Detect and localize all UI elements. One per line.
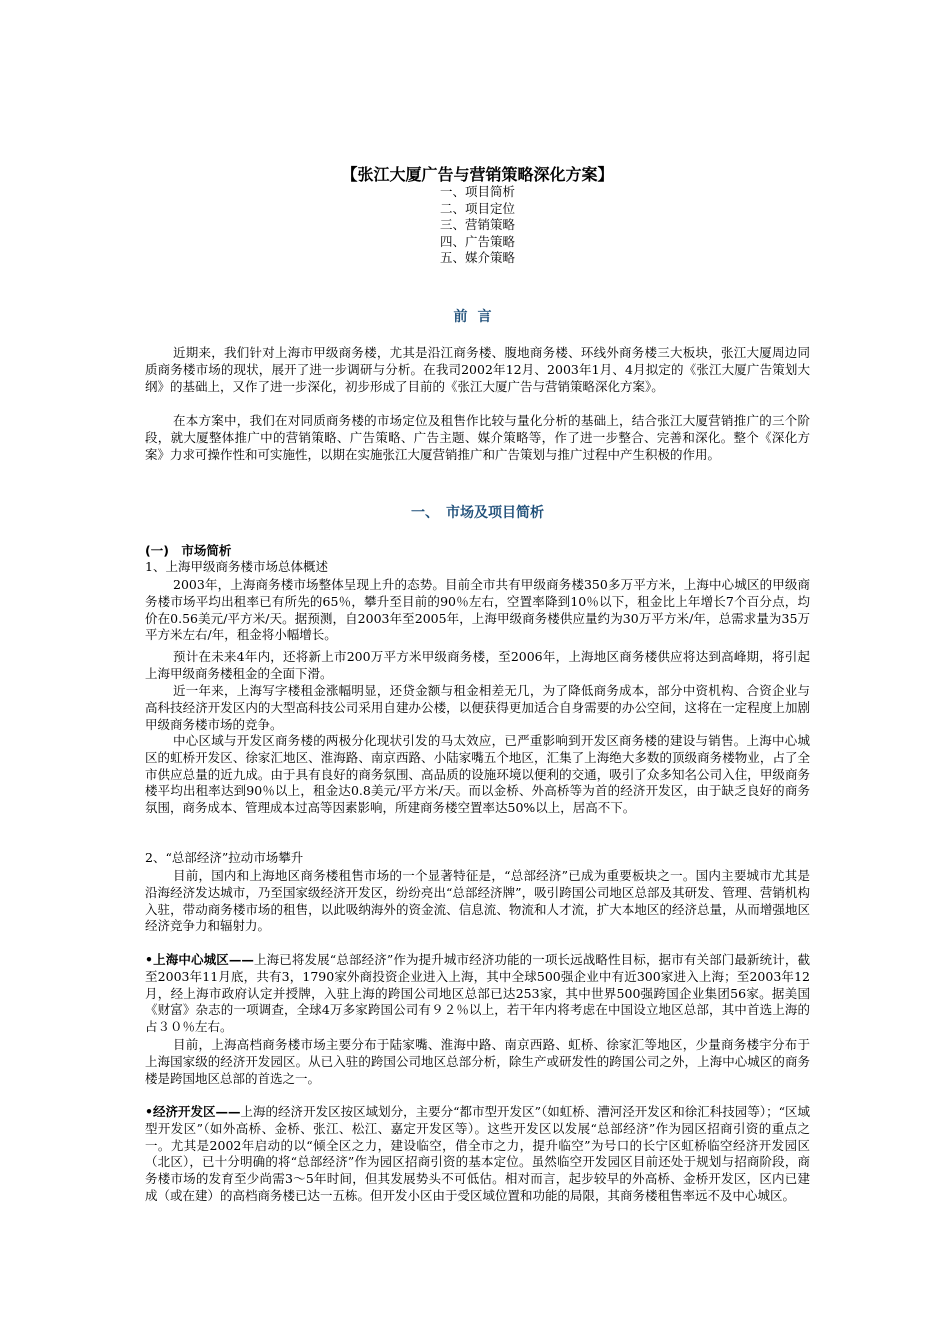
toc-item: 五、媒介策略 — [439, 250, 515, 265]
shanghai-center-label: •上海中心城区—— — [145, 952, 254, 967]
preface-paragraph-2: 在本方案中，我们在对同质商务楼的市场定位及租售作比较与量化分析的基础上，结合张江大厦营销推广的三个阶段，就大厦整体推广中的营销策略、广告策略、广告主题、媒介策略等，作了进一步整合、完善和深化。整个《深化方案》力求可操作性和可实施性，以期在实施张江大厦营销推广和广告策划与推广过程中产生积极的作用。 — [145, 413, 810, 462]
shanghai-center-paragraph — [145, 952, 810, 1036]
development-zone-text: 上海的经济开发区按区域划分，主要分“都市型开发区”（如虹桥、漕河泾开发区和徐汇科技园等）；“区域型开发区”（如外高桥、金桥、张江、松江、嘉定开发区等）。这些开发区以发展“总部经济”作为园区招商引资的重点之一。尤其是2002年启动的以“倾全区之力，建设临空，借全市之力，提升临空”为号口的长宁区虹桥临空经济开发园区（北区），已十分明确的将“总部经济”作为园区招商引资的基本定位。虽然临空开发园区目前还处于规划与招商阶段，商务楼市场的发育至少尚需3～5年时间，但其发展势头不可低估。相对而言，起步较早的外高桥、金桥开发区，区内已建成（或在建）的高档商务楼已达一五栋。但开发小区由于受区域位置和功能的局限，其商务楼租售率远不及中心城区。 — [145, 1104, 810, 1203]
item-2-title: 2、“总部经济”拉动市场攀升 — [145, 850, 304, 865]
preface-paragraph-1: 近期来，我们针对上海市甲级商务楼，尤其是沿江商务楼、腹地商务楼、环线外商务楼三大板块，张江大厦周边同质商务楼市场的现状，展开了进一步调研与分析。在我司2002年12月、2003年1月、4月拟定的《张江大厦广告策划大纲》的基础上，又作了进一步深化，初步形成了目前的《张江大厦广告与营销策略深化方案》。 — [145, 345, 810, 394]
shanghai-center-paragraph-2: 目前，上海高档商务楼市场主要分布于陆家嘴、淮海中路、南京西路、虹桥、徐家汇等地区，少量商务楼宇分布于上海国家级的经济开发园区。从已入驻的跨国公司地区总部分析，除生产或研发性的跨国公司之外，上海中心城区的商务楼是跨国地区总部的首选之一。 — [145, 1037, 810, 1086]
subsection-heading: (一) 市场简析 — [145, 543, 232, 558]
item-1-paragraph-3: 近一年来，上海写字楼租金涨幅明显，还贷金额与租金相差无几，为了降低商务成本，部分中资机构、合资企业与高科技经济开发区内的大型高科技公司采用自建办公楼，以便获得更加适合自身需要的办公空间，这将在一定程度上加剧甲级商务楼市场的竞争。 — [145, 683, 810, 732]
toc-item: 一、项目简析 — [439, 184, 515, 199]
section-1-heading: 一、 市场及项目简析 — [411, 505, 544, 521]
development-zone-label: •经济开发区—— — [145, 1104, 241, 1119]
item-1-paragraph-1: 2003年，上海商务楼市场整体呈现上升的态势。目前全市共有甲级商务楼350多万平方米，上海中心城区的甲级商务楼市场平均出租率已有所先的65％，攀升至目前的90％左右，空置率降到10％以下，租金比上年增长7个百分点，均价在0.56美元/平方米/天。据预测，自2003年至2005年，上海甲级商务楼供应量约为30万平方米/年，总需求量为35万平方米左右/年，租金将小幅增长。 — [145, 577, 810, 643]
development-zone-paragraph — [145, 1104, 810, 1205]
item-1-paragraph-2: 预计在未来4年内，还将新上市200万平方米甲级商务楼，至2006年，上海地区商务楼供应将达到高峰期，将引起上海甲级商务楼租金的全面下滑。 — [145, 649, 810, 681]
document-title: 【张江大厦广告与营销策略深化方案】 — [341, 165, 614, 184]
preface-heading: 前言 — [453, 309, 502, 325]
table-of-contents — [145, 184, 810, 267]
toc-item: 三、营销策略 — [439, 217, 515, 232]
toc-item: 四、广告策略 — [439, 233, 515, 249]
toc-item: 二、项目定位 — [439, 200, 515, 216]
item-1-title: 1、上海甲级商务楼市场总体概述 — [145, 559, 328, 574]
item-1-paragraph-4: 中心区域与开发区商务楼的两极分化现状引发的马太效应，已严重影响到开发区商务楼的建设与销售。上海中心城区的虹桥开发区、徐家汇地区、淮海路、南京西路、小陆家嘴五个地区，汇集了上海绝大多数的顶级商务楼物业，占了全市供应总量的近九成。由于具有良好的商务氛围、高品质的设施环境以便利的交通，吸引了众多知名公司入住，甲级商务楼平均出租率达到90％以上，租金达0.8美元/平方米/天。而以金桥、外高桥等为首的经济开发区，由于缺乏良好的商务氛围，商务成本、管理成本过高等因素影响，所建商务楼空置率达50%以上，居高不下。 — [145, 733, 810, 816]
shanghai-center-text: 上海已将发展“总部经济”作为提升城市经济功能的一项长远战略性目标，据市有关部门最新统计，截至2003年11月底，共有3，1790家外商投资企业进入上海，其中全球500强企业中有近300家进入上海；至2003年12月，经上海市政府认定并授牌，入驻上海的跨国公司地区总部已达253家，其中世界500强跨国企业集团56家。据美国《财富》杂志的一项调查，全球4万多家跨国公司有９２％以上，若干年内将考虑在中国设立地区总部，其中首选上海的占３０％左右。 — [145, 952, 810, 1035]
item-2-paragraph-1: 目前，国内和上海地区商务楼租售市场的一个显著特征是，“总部经济”已成为重要板块之一。国内主要城市尤其是沿海经济发达城市，乃至国家级经济开发区，纷纷亮出“总部经济牌”，吸引跨国公司地区总部及其研发、管理、营销机构入驻，带动商务楼市场的租售，以此吸纳海外的资金流、信息流、物流和人才流，扩大本地区的经济总量，从而增强地区经济竞争力和辐射力。 — [145, 868, 810, 934]
